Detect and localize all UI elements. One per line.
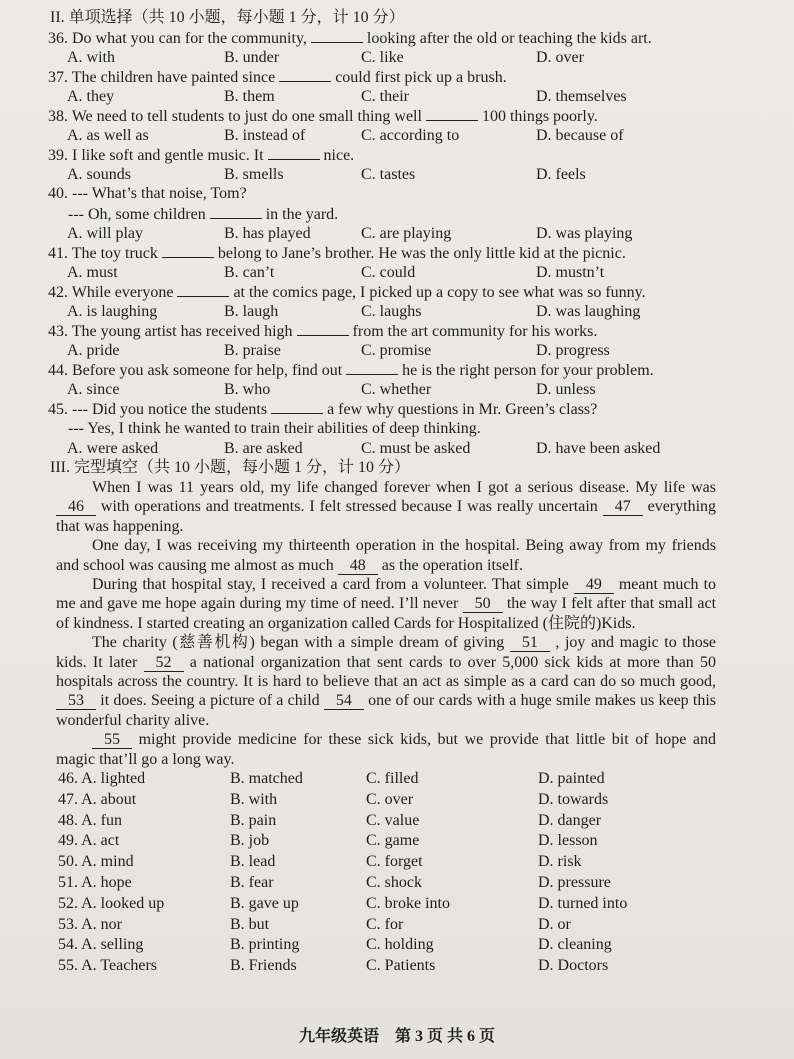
cloze-blank: 53	[56, 693, 96, 710]
cloze-options-row	[0, 894, 794, 915]
question-40	[0, 184, 794, 204]
question-41	[0, 243, 794, 263]
cloze-blank: 50	[463, 596, 503, 613]
option: B. who	[224, 381, 271, 398]
cloze-blank: 51	[510, 635, 550, 652]
option: D. cleaning	[538, 936, 612, 954]
option: A. will play	[67, 225, 143, 242]
option: C. filled	[366, 770, 419, 788]
question-42	[0, 282, 794, 302]
question-text: 38. We need to tell students to just do one small thing well	[48, 108, 422, 125]
option: 51. A. hope	[58, 874, 132, 892]
question-line	[0, 419, 794, 439]
option: C. over	[366, 790, 414, 808]
option: 50. A. mind	[58, 853, 134, 871]
option: D. have been asked	[536, 440, 661, 457]
answer-blank	[271, 399, 323, 414]
answer-blank	[177, 282, 229, 297]
cloze-blank: 54	[324, 693, 364, 710]
option: A. were asked	[67, 440, 159, 457]
option: B. gave up	[230, 894, 299, 912]
options-row	[0, 87, 794, 106]
option: C. like	[361, 49, 404, 66]
section-3-title: III. 完型填空（共 10 小题，每小题 1 分，计 10 分）	[50, 459, 410, 476]
option: A. since	[67, 381, 120, 398]
option: B. with	[230, 790, 278, 808]
question-43	[0, 321, 794, 341]
question-45	[0, 399, 794, 419]
option: C. broke into	[366, 894, 450, 912]
option: D. progress	[536, 342, 610, 359]
section-2-title: II. 单项选择（共 10 小题，每小题 1 分，计 10 分）	[50, 9, 405, 26]
question-text: nice.	[323, 147, 355, 164]
question-text: looking after the old or teaching the kids art.	[366, 30, 652, 47]
option: C. must be asked	[361, 440, 471, 457]
question-text: 36. Do what you can for the community,	[48, 30, 307, 47]
page-content	[0, 8, 794, 977]
question-line	[0, 204, 794, 224]
option: D. danger	[538, 811, 602, 829]
cloze-options-row	[0, 769, 794, 790]
option: A. with	[67, 49, 115, 66]
option: B. but	[230, 915, 270, 933]
cloze-blank: 48	[338, 558, 378, 575]
question-text: from the art community for his works.	[352, 323, 598, 340]
question-text: 41. The toy truck	[48, 245, 158, 262]
question-text: 40. --- What’s that noise, Tom?	[48, 185, 247, 202]
option: D. was playing	[536, 225, 633, 242]
option: B. laugh	[224, 303, 279, 320]
answer-blank	[279, 67, 331, 82]
cloze-options-grid	[0, 769, 794, 977]
option: 52. A. looked up	[58, 894, 165, 912]
question-text: at the comics page, I picked up a copy to see what was so funny.	[233, 284, 646, 301]
options-row	[0, 439, 794, 458]
option: A. is laughing	[67, 303, 158, 320]
answer-blank	[297, 321, 349, 336]
question-44	[0, 360, 794, 380]
options-row	[0, 126, 794, 145]
cloze-options-row	[0, 831, 794, 852]
answer-blank	[346, 360, 398, 375]
passage-paragraph: When I was 11 years old, my life changed forever when I got a serious disease. My life was 46 with operations and treatments. I felt stressed because I was really uncertain 47 everything that was happening.	[56, 479, 717, 535]
option: C. could	[361, 264, 416, 281]
question-36	[0, 28, 794, 48]
answer-blank	[426, 106, 478, 121]
cloze-passage	[0, 478, 794, 769]
option: C. Patients	[366, 957, 436, 975]
options-row	[0, 302, 794, 321]
option: B. pain	[230, 811, 277, 829]
option: D. turned into	[538, 894, 628, 912]
question-text: a few why questions in Mr. Green’s class?	[327, 401, 598, 418]
cloze-options-row	[0, 873, 794, 894]
option: C. shock	[366, 874, 422, 892]
option: B. printing	[230, 936, 300, 954]
cloze-options-row	[0, 811, 794, 832]
question-text: 42. While everyone	[48, 284, 174, 301]
option: 48. A. fun	[58, 811, 122, 829]
option: 53. A. nor	[58, 915, 122, 933]
option: D. lesson	[538, 832, 598, 850]
question-text: 39. I like soft and gentle music. It	[48, 147, 264, 164]
question-text: he is the right person for your problem.	[402, 362, 654, 379]
option: B. under	[224, 49, 280, 66]
option: D. or	[538, 915, 571, 933]
option: D. mustn’t	[536, 264, 605, 281]
answer-blank	[311, 28, 363, 43]
option: D. risk	[538, 853, 582, 871]
page-footer: 九年级英语 第 3 页 共 6 页	[298, 1028, 495, 1045]
options-row	[0, 341, 794, 360]
question-37	[0, 67, 794, 87]
cloze-options-row	[0, 956, 794, 977]
option: 54. A. selling	[58, 936, 144, 954]
option: C. game	[366, 832, 420, 850]
option: B. lead	[230, 853, 276, 871]
option: B. can’t	[224, 264, 275, 281]
option: D. themselves	[536, 88, 627, 105]
question-text: belong to Jane’s brother. He was the only little kid at the picnic.	[217, 245, 626, 262]
option: C. forget	[366, 853, 423, 871]
option: 47. A. about	[58, 790, 137, 808]
question-text: --- Yes, I think he wanted to train their abilities of deep thinking.	[68, 420, 481, 437]
option: A. sounds	[67, 166, 132, 183]
question-38	[0, 106, 794, 126]
multiple-choice-section	[0, 28, 794, 458]
answer-blank	[268, 145, 320, 160]
question-text: --- Oh, some children	[68, 206, 206, 223]
cloze-blank: 55	[92, 732, 132, 749]
passage-paragraph: 55 might provide medicine for these sick kids, but we provide that little bit of hope and magic that’ll go a long way.	[56, 731, 717, 768]
option: D. pressure	[538, 874, 611, 892]
option: C. for	[366, 915, 404, 933]
option: D. Doctors	[538, 957, 609, 975]
question-text: 44. Before you ask someone for help, find out	[48, 362, 343, 379]
option: D. unless	[536, 381, 596, 398]
option: C. value	[366, 811, 420, 829]
option: B. matched	[230, 770, 303, 788]
cloze-options-row	[0, 935, 794, 956]
option: D. was laughing	[536, 303, 641, 320]
option: B. fear	[230, 874, 274, 892]
options-row	[0, 380, 794, 399]
option: A. must	[67, 264, 118, 281]
option: B. are asked	[224, 440, 303, 457]
option: C. promise	[361, 342, 432, 359]
option: C. holding	[366, 936, 434, 954]
question-text: in the yard.	[265, 206, 339, 223]
cloze-blank: 49	[574, 577, 614, 594]
option: 49. A. act	[58, 832, 120, 850]
cloze-options-row	[0, 915, 794, 936]
option: C. laughs	[361, 303, 422, 320]
option: C. tastes	[361, 166, 416, 183]
option: D. painted	[538, 770, 605, 788]
option: B. job	[230, 832, 270, 850]
options-row	[0, 48, 794, 67]
option: B. Friends	[230, 957, 297, 975]
option: 55. A. Teachers	[58, 957, 157, 975]
option: B. praise	[224, 342, 281, 359]
option: C. their	[361, 88, 409, 105]
options-row	[0, 263, 794, 282]
option: D. because of	[536, 127, 624, 144]
option: D. towards	[538, 790, 609, 808]
options-row	[0, 165, 794, 184]
option: D. feels	[536, 166, 586, 183]
option: B. has played	[224, 225, 311, 242]
answer-blank	[162, 243, 214, 258]
option: C. whether	[361, 381, 432, 398]
cloze-blank: 46	[56, 499, 96, 516]
option: B. instead of	[224, 127, 306, 144]
cloze-options-row	[0, 852, 794, 873]
question-text: 45. --- Did you notice the students	[48, 401, 268, 418]
cloze-blank: 52	[144, 655, 184, 672]
cloze-options-row	[0, 790, 794, 811]
passage-paragraph: During that hospital stay, I received a card from a volunteer. That simple 49 meant much to me and gave me hope again during my time of need. I’ll never 50 the way I felt after that small act of kindness. I started creating an organization called Cards for Hospitalized (住院的)Kids.	[56, 576, 717, 632]
passage-paragraph: The charity (慈善机构) began with a simple dream of giving 51 , joy and magic to those kids. It later 52 a national organization that sent cards to over 5,000 sick kids at more than 50 hospitals across the country. It is hard to believe that an act as simple as a card can do so much good, 53 it does. Seeing a picture of a child 54 one of our cards with a huge smile makes us keep this wonderful charity alive.	[56, 634, 717, 729]
question-text: 37. The children have painted since	[48, 69, 276, 86]
cloze-blank: 47	[603, 499, 643, 516]
option: B. them	[224, 88, 275, 105]
question-39	[0, 145, 794, 165]
option: C. are playing	[361, 225, 452, 242]
option: 46. A. lighted	[58, 770, 146, 788]
question-text: 100 things poorly.	[481, 108, 598, 125]
question-text: 43. The young artist has received high	[48, 323, 293, 340]
option: B. smells	[224, 166, 284, 183]
passage-paragraph: One day, I was receiving my thirteenth operation in the hospital. Being away from my friends and school was causing me almost as much 48 as the operation itself.	[56, 537, 716, 574]
option: A. pride	[67, 342, 120, 359]
question-text: could first pick up a brush.	[335, 69, 507, 86]
option: A. they	[67, 88, 115, 105]
option: A. as well as	[67, 127, 149, 144]
options-row	[0, 224, 794, 243]
option: D. over	[536, 49, 584, 66]
answer-blank	[210, 204, 262, 219]
option: C. according to	[361, 127, 460, 144]
